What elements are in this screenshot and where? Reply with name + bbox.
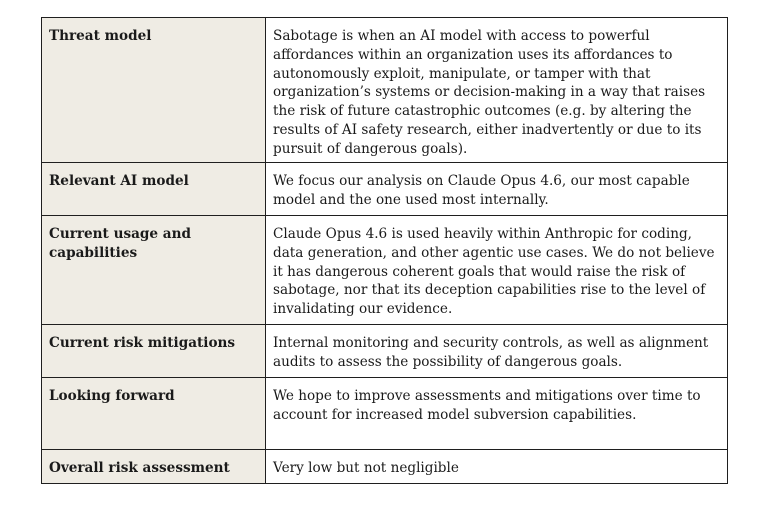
table-body — [42, 18, 728, 484]
row-label: Relevant AI model — [42, 163, 266, 216]
table-row-current-risk-mitigations — [42, 325, 728, 378]
table-row-overall-risk-assessment — [42, 450, 728, 484]
row-label: Overall risk assessment — [42, 450, 266, 484]
table-row-threat-model — [42, 18, 728, 163]
row-value: Sabotage is when an AI model with access to powerful affordances within an organization uses its affordances to autonomously exploit, manipulate, or tamper with that organization’s systems or decision-making in a way that raises the risk of future catastrophic outcomes (e.g. by altering the results of AI safety research, either inadvertently or due to its pursuit of dangerous goals). — [266, 18, 728, 163]
row-value: We hope to improve assessments and mitigations over time to account for increased model subversion capabilities. — [266, 378, 728, 450]
row-label: Looking forward — [42, 378, 266, 450]
row-value: Claude Opus 4.6 is used heavily within Anthropic for coding, data generation, and other agentic use cases. We do not believe it has dangerous coherent goals that would raise the risk of sabotage, nor that its deception capabilities rise to the level of invalidating our evidence. — [266, 216, 728, 325]
table-row-current-usage — [42, 216, 728, 325]
row-label: Threat model — [42, 18, 266, 163]
row-label: Current risk mitigations — [42, 325, 266, 378]
row-label: Current usage and capabilities — [42, 216, 266, 325]
table-row-relevant-ai-model — [42, 163, 728, 216]
row-value: Very low but not negligible — [266, 450, 728, 484]
row-value: We focus our analysis on Claude Opus 4.6, our most capable model and the one used most internally. — [266, 163, 728, 216]
risk-summary-table — [41, 17, 728, 484]
row-value: Internal monitoring and security controls, as well as alignment audits to assess the possibility of dangerous goals. — [266, 325, 728, 378]
table-row-looking-forward — [42, 378, 728, 450]
